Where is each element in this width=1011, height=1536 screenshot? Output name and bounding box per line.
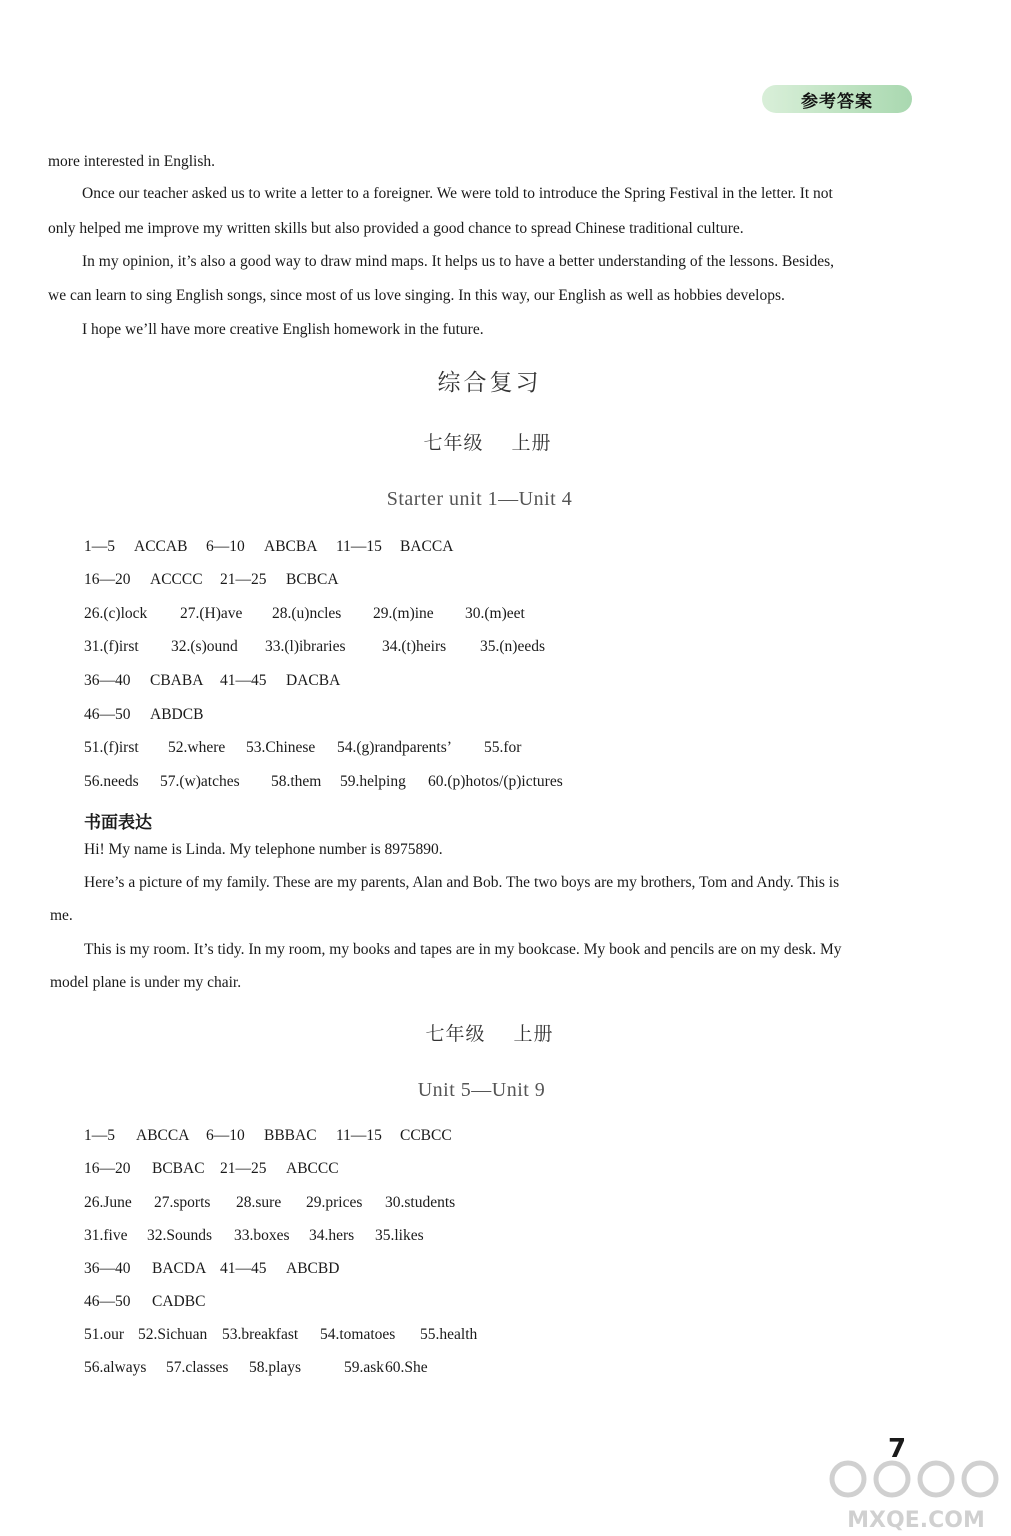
answer-value: ACCAB <box>134 538 188 555</box>
answer-item: 31.(f)irst <box>84 638 139 655</box>
answer-range: 21—25 <box>220 571 267 588</box>
answer-item: 33.boxes <box>234 1227 290 1244</box>
section-title: 综合复习 <box>437 370 542 396</box>
watermark-text: MXQE.COM <box>847 1508 985 1533</box>
answer-item: 54.tomatoes <box>320 1326 396 1343</box>
answer-item: 54.(g)randparents’ <box>337 739 452 756</box>
answer-range: 16—20 <box>84 1160 131 1177</box>
answer-value: CCBCC <box>400 1127 452 1144</box>
answer-range: 16—20 <box>84 571 131 588</box>
answer-item: 53.breakfast <box>222 1326 299 1343</box>
answer-line <box>84 1127 452 1145</box>
answer-value: DACBA <box>286 672 341 689</box>
answer-line <box>84 1260 339 1278</box>
answer-range: 46—50 <box>84 1293 131 1310</box>
answer-range: 41—45 <box>220 1260 267 1277</box>
answer-line <box>84 706 203 724</box>
answer-item: 31.five <box>84 1227 128 1244</box>
answer-line <box>84 1160 339 1178</box>
answer-value: BCBCA <box>286 571 339 588</box>
answer-item: 55.health <box>420 1326 478 1343</box>
answer-line <box>84 638 545 656</box>
grade-label: 七年级 <box>423 432 484 454</box>
answer-range: 46—50 <box>84 706 131 723</box>
answer-item: 58.plays <box>249 1359 302 1376</box>
answer-item: 32.(s)ound <box>171 638 238 655</box>
paragraph-line: only helped me improve my written skills but also provided a good chance to spread Chinese traditional culture. <box>48 220 744 237</box>
answer-value: BACCA <box>400 538 454 555</box>
answer-line <box>84 1194 455 1212</box>
answer-line <box>84 1293 205 1311</box>
answer-line <box>84 538 453 556</box>
answer-range: 1—5 <box>84 1127 115 1144</box>
answer-range: 36—40 <box>84 1260 131 1277</box>
answer-item: 60.(p)hotos/(p)ictures <box>428 773 563 790</box>
answer-item: 52.Sichuan <box>138 1326 208 1343</box>
answer-range: 21—25 <box>220 1160 267 1177</box>
answer-range: 11—15 <box>336 538 382 555</box>
paragraph-line: Hi! My name is Linda. My telephone number is 8975890. <box>84 841 443 858</box>
answer-range: 36—40 <box>84 672 131 689</box>
answer-line <box>84 739 521 757</box>
answer-value: ABCCC <box>286 1160 339 1177</box>
answer-range: 1—5 <box>84 538 115 555</box>
grade-heading <box>0 1019 995 1046</box>
answer-item: 34.(t)heirs <box>382 638 447 655</box>
answer-item: 59.ask <box>344 1359 385 1376</box>
answer-value: BCBAC <box>152 1160 205 1177</box>
answer-value: BBBAC <box>264 1127 317 1144</box>
answer-item: 26.June <box>84 1194 132 1211</box>
watermark-logo <box>826 1455 1006 1533</box>
answer-item: 35.likes <box>375 1227 424 1244</box>
writing-section-label: 书面表达 <box>84 813 152 833</box>
paragraph-line: I hope we’ll have more creative English homework in the future. <box>82 321 484 338</box>
paragraph-line: more interested in English. <box>48 153 216 170</box>
answer-item: 55.for <box>484 739 522 756</box>
answer-item: 29.(m)ine <box>373 605 434 622</box>
grade-label: 七年级 <box>425 1023 486 1045</box>
answer-line <box>84 773 563 791</box>
answer-item: 26.(c)lock <box>84 605 148 622</box>
paragraph-line: me. <box>50 907 73 924</box>
answer-item: 53.Chinese <box>246 739 316 756</box>
paragraph-line: Once our teacher asked us to write a letter to a foreigner. We were told to introduce the Spring Festival in the letter. It not <box>82 185 833 202</box>
answer-item: 58.them <box>271 773 322 790</box>
answer-value: ABCBD <box>286 1260 340 1277</box>
answer-line <box>84 571 339 589</box>
answer-line <box>84 1227 424 1245</box>
answer-item: 29.prices <box>306 1194 363 1211</box>
answer-item: 32.Sounds <box>147 1227 213 1244</box>
answer-item: 60.She <box>385 1359 428 1376</box>
answer-value: ABCBA <box>264 538 318 555</box>
unit-range-title: Unit 5—Unit 9 <box>417 1079 546 1101</box>
answer-line <box>84 672 340 690</box>
answer-item: 33.(l)ibraries <box>265 638 346 655</box>
answer-line <box>84 605 525 623</box>
answer-item: 59.helping <box>340 773 406 790</box>
answer-item: 28.(u)ncles <box>272 605 342 622</box>
answer-item: 51.our <box>84 1326 125 1343</box>
answer-item: 30.students <box>385 1194 456 1211</box>
answer-item: 30.(m)eet <box>465 605 525 622</box>
page-number: 7 <box>888 1434 907 1464</box>
answer-range: 41—45 <box>220 672 267 689</box>
paragraph-line: model plane is under my chair. <box>50 974 242 991</box>
volume-label: 上册 <box>513 1023 554 1045</box>
answer-item: 57.(w)atches <box>160 773 240 790</box>
answer-value: ABCCA <box>136 1127 190 1144</box>
answer-item: 35.(n)eeds <box>480 638 545 655</box>
paragraph-line: Here’s a picture of my family. These are my parents, Alan and Bob. The two boys are my brothers, Tom and Andy. This is <box>84 874 840 891</box>
paragraph-line: This is my room. It’s tidy. In my room, my books and tapes are in my bookcase. My book and pencils are on my desk. My <box>84 941 842 958</box>
answer-item: 52.where <box>168 739 226 756</box>
answer-item: 56.always <box>84 1359 147 1376</box>
paragraph-line: In my opinion, it’s also a good way to draw mind maps. It helps us to have a better understanding of the lessons. Besides, <box>82 253 835 270</box>
volume-label: 上册 <box>511 432 552 454</box>
answer-item: 57.classes <box>166 1359 229 1376</box>
reference-answer-badge: 参考答案 <box>762 85 912 113</box>
answer-item: 34.hers <box>309 1227 355 1244</box>
unit-range-title: Starter unit 1—Unit 4 <box>386 488 573 510</box>
answer-value: CADBC <box>152 1293 206 1310</box>
grade-heading <box>0 428 993 455</box>
answer-line <box>84 1326 477 1344</box>
answer-range: 6—10 <box>206 1127 245 1144</box>
answer-value: ACCCC <box>150 571 203 588</box>
answer-value: BACDA <box>152 1260 207 1277</box>
answer-item: 51.(f)irst <box>84 739 139 756</box>
answer-range: 11—15 <box>336 1127 382 1144</box>
answer-item: 27.sports <box>154 1194 211 1211</box>
answer-line <box>84 1359 428 1377</box>
answer-range: 6—10 <box>206 538 245 555</box>
answer-item: 56.needs <box>84 773 139 790</box>
answer-value: CBABA <box>150 672 204 689</box>
answer-value: ABDCB <box>150 706 204 723</box>
paragraph-line: we can learn to sing English songs, since most of us love singing. In this way, our English as well as hobbies develops. <box>48 287 785 304</box>
answer-item: 27.(H)ave <box>180 605 243 622</box>
answer-item: 28.sure <box>236 1194 282 1211</box>
